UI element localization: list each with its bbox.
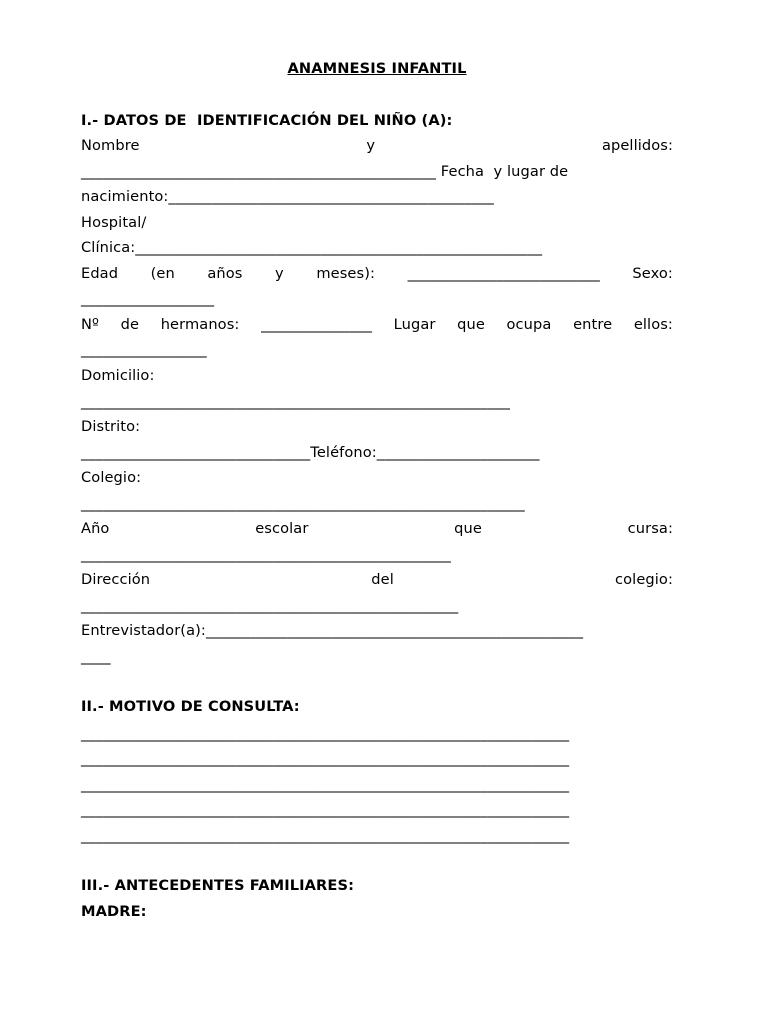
domicilio-label: Domicilio:: [81, 367, 155, 384]
anio-word: que: [454, 520, 482, 537]
hermanos-word: Nº: [81, 316, 99, 333]
direccion-word: colegio:: [615, 571, 673, 588]
clinica-field: Clínica:_______________________________________________________: [81, 239, 543, 256]
nombre-word: y: [366, 137, 376, 154]
nombre-word: apellidos:: [601, 137, 673, 154]
edad-line: [81, 265, 673, 283]
motivo-line: __________________________________________________________________: [81, 827, 570, 844]
edad-word: años: [207, 265, 243, 282]
document-title: ANAMNESIS INFANTIL: [287, 60, 467, 77]
direccion-word: Dirección: [81, 571, 151, 588]
hermanos-word: ellos:: [633, 316, 673, 333]
section1-heading: I.- DATOS DE IDENTIFICACIÓN DEL NIÑO (A):: [81, 112, 453, 129]
nombre-blank-fecha: ________________________________________________ Fecha y lugar de: [81, 163, 569, 180]
hermanos-word: que: [457, 316, 485, 333]
motivo-line: __________________________________________________________________: [81, 725, 570, 742]
hermanos-blank-cont: _________________: [81, 341, 207, 358]
colegio-label: Colegio:: [81, 469, 142, 486]
distrito-telefono-field: _______________________________Teléfono:______________________: [81, 444, 540, 461]
hospital-label: Hospital/: [81, 214, 147, 231]
hermanos-line: [81, 316, 673, 334]
direccion-line: [81, 571, 673, 589]
entrevistador-field: Entrevistador(a):___________________________________________________: [81, 622, 584, 639]
motivo-line: __________________________________________________________________: [81, 801, 570, 818]
sexo-label: Sexo:: [632, 265, 673, 282]
entrevistador-cont: ____: [81, 648, 111, 665]
direccion-blank: ___________________________________________________: [81, 597, 459, 614]
nacimiento-field: nacimiento:____________________________________________: [81, 188, 494, 205]
colegio-blank: ____________________________________________________________: [81, 495, 525, 512]
madre-subheading: MADRE:: [81, 903, 147, 920]
edad-word: meses):: [316, 265, 376, 282]
edad-word: Edad: [81, 265, 119, 282]
sexo-blank: __________________: [81, 290, 215, 307]
hermanos-word: de: [120, 316, 140, 333]
anio-word: escolar: [255, 520, 309, 537]
hermanos-word: ocupa: [506, 316, 552, 333]
domicilio-blank: __________________________________________________________: [81, 393, 511, 410]
anio-word: Año: [81, 520, 110, 537]
edad-word: y: [275, 265, 284, 282]
anio-blank: __________________________________________________: [81, 546, 451, 563]
anio-word: cursa:: [627, 520, 673, 537]
nombre-word: Nombre: [81, 137, 140, 154]
hermanos-word: hermanos:: [160, 316, 240, 333]
motivo-line: __________________________________________________________________: [81, 776, 570, 793]
hermanos-blank: _______________: [261, 316, 373, 333]
direccion-word: del: [371, 571, 394, 588]
nombre-line: [81, 137, 673, 155]
motivo-line: __________________________________________________________________: [81, 750, 570, 767]
edad-word: (en: [150, 265, 175, 282]
section2-heading: II.- MOTIVO DE CONSULTA:: [81, 698, 300, 715]
hermanos-word: entre: [573, 316, 613, 333]
anio-line: [81, 520, 673, 538]
hermanos-word: Lugar: [393, 316, 436, 333]
edad-blank: __________________________: [407, 265, 600, 282]
distrito-label: Distrito:: [81, 418, 141, 435]
section3-heading: III.- ANTECEDENTES FAMILIARES:: [81, 877, 355, 894]
